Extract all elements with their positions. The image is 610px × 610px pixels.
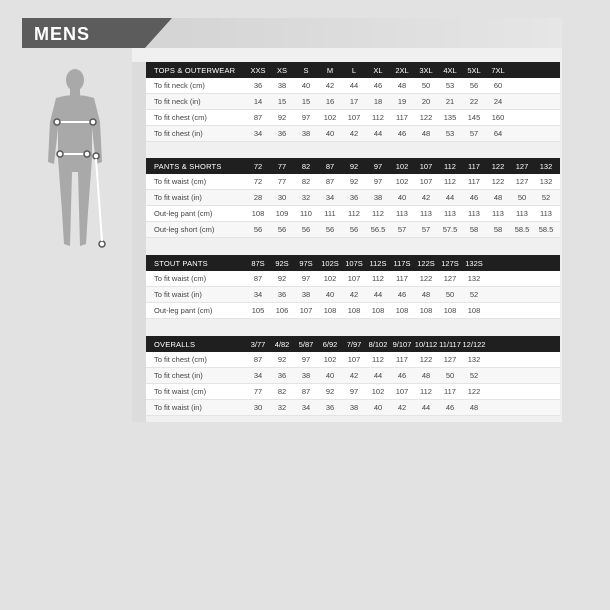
table-header-label: PANTS & SHORTS (154, 161, 222, 171)
value-cell: 48 (421, 129, 431, 138)
row-label: To fit waist (in) (154, 290, 202, 299)
value-cell: 102 (395, 177, 409, 186)
value-cell: 87 (253, 274, 263, 283)
value-cell: 38 (373, 193, 383, 202)
size-header-cell: 9/107 (392, 339, 412, 349)
value-cell: 113 (492, 209, 504, 218)
size-header-cell: 7/97 (346, 339, 362, 349)
value-cell: 56 (253, 225, 263, 234)
size-header-cell: S (303, 65, 309, 75)
value-cell: 107 (419, 177, 433, 186)
size-header-cell: 2XL (395, 65, 409, 75)
value-cell: 56 (301, 225, 311, 234)
value-cell: 64 (493, 129, 503, 138)
value-cell: 112 (372, 355, 384, 364)
value-cell: 108 (251, 209, 265, 218)
value-cell: 107 (347, 355, 361, 364)
size-header-cell: 112 (444, 161, 456, 171)
size-header-cell: 4/82 (274, 339, 290, 349)
size-header-cell: 12/122 (462, 339, 486, 349)
row-label: To fit waist (cm) (154, 274, 207, 283)
size-header-cell: 117S (393, 258, 411, 268)
value-cell: 34 (253, 129, 263, 138)
value-cell: 92 (277, 113, 287, 122)
size-header-cell: 127S (441, 258, 459, 268)
table-row (146, 400, 560, 416)
value-cell: 38 (301, 129, 311, 138)
size-header-cell: 127 (515, 161, 529, 171)
value-cell: 44 (349, 81, 359, 90)
value-cell: 108 (467, 306, 481, 315)
value-cell: 113 (516, 209, 528, 218)
value-cell: 44 (421, 403, 431, 412)
value-cell: 87 (301, 387, 311, 396)
value-cell: 17 (349, 97, 359, 106)
value-cell: 102 (323, 355, 337, 364)
value-cell: 53 (445, 81, 455, 90)
value-cell: 42 (397, 403, 407, 412)
size-header-cell: 122 (491, 161, 505, 171)
value-cell: 145 (467, 113, 481, 122)
value-cell: 36 (349, 193, 359, 202)
value-cell: 56 (349, 225, 359, 234)
value-cell: 60 (493, 81, 503, 90)
table-header-label: TOPS & OUTERWEAR (154, 65, 236, 75)
table-header-row (146, 62, 560, 78)
panel-divider (132, 62, 146, 422)
value-cell: 117 (396, 274, 408, 283)
size-header-cell: XL (373, 65, 383, 75)
value-cell: 132 (467, 355, 481, 364)
value-cell: 15 (277, 97, 287, 106)
value-cell: 97 (301, 274, 311, 283)
value-cell: 82 (277, 387, 287, 396)
size-header-cell: 3/77 (250, 339, 266, 349)
size-header-cell: 3XL (419, 65, 433, 75)
row-label: To fit neck (cm) (154, 81, 205, 90)
size-table (146, 62, 560, 142)
value-cell: 18 (373, 97, 383, 106)
value-cell: 44 (373, 371, 383, 380)
value-cell: 113 (540, 209, 552, 218)
value-cell: 40 (373, 403, 383, 412)
value-cell: 36 (253, 81, 263, 90)
value-cell: 92 (277, 274, 287, 283)
value-cell: 50 (517, 193, 527, 202)
value-cell: 38 (301, 371, 311, 380)
size-header-cell: 87S (251, 258, 265, 268)
table-header-row (146, 255, 560, 271)
value-cell: 92 (349, 177, 359, 186)
value-cell: 24 (493, 97, 503, 106)
value-cell: 46 (397, 290, 407, 299)
value-cell: 97 (301, 355, 311, 364)
value-cell: 122 (419, 274, 433, 283)
table-row (146, 222, 560, 238)
size-header-cell: 8/102 (368, 339, 388, 349)
value-cell: 122 (419, 355, 433, 364)
value-cell: 48 (397, 81, 407, 90)
row-label: To fit waist (cm) (154, 387, 207, 396)
table-row (146, 271, 560, 287)
value-cell: 40 (301, 81, 311, 90)
value-cell: 87 (325, 177, 335, 186)
value-cell: 108 (419, 306, 433, 315)
value-cell: 21 (445, 97, 455, 106)
value-cell: 112 (372, 209, 384, 218)
value-cell: 107 (299, 306, 313, 315)
value-cell: 77 (277, 177, 287, 186)
value-cell: 117 (444, 387, 456, 396)
value-cell: 40 (325, 129, 335, 138)
value-cell: 14 (253, 97, 263, 106)
value-cell: 20 (421, 97, 431, 106)
value-cell: 52 (541, 193, 551, 202)
size-header-cell: 72 (253, 161, 263, 171)
value-cell: 108 (443, 306, 457, 315)
size-header-cell: 10/112 (414, 339, 438, 349)
size-header-cell: 102S (321, 258, 339, 268)
value-cell: 108 (323, 306, 337, 315)
value-cell: 57 (469, 129, 479, 138)
value-cell: 36 (277, 129, 287, 138)
row-label: To fit neck (in) (154, 97, 201, 106)
row-label: To fit chest (cm) (154, 355, 207, 364)
row-label: To fit waist (in) (154, 193, 202, 202)
value-cell: 87 (253, 113, 263, 122)
table-row (146, 287, 560, 303)
value-cell: 105 (251, 306, 265, 315)
value-cell: 34 (325, 193, 335, 202)
value-cell: 32 (277, 403, 287, 412)
value-cell: 52 (469, 290, 479, 299)
value-cell: 107 (347, 113, 361, 122)
value-cell: 97 (349, 387, 359, 396)
value-cell: 44 (373, 129, 383, 138)
size-header-cell: 97S (299, 258, 313, 268)
table-row (146, 190, 560, 206)
size-header-cell: L (351, 65, 357, 75)
value-cell: 53 (445, 129, 455, 138)
value-cell: 42 (349, 371, 359, 380)
row-label: Out-leg pant (cm) (154, 209, 213, 218)
value-cell: 22 (469, 97, 479, 106)
value-cell: 87 (253, 355, 263, 364)
value-cell: 19 (397, 97, 407, 106)
value-cell: 97 (373, 177, 383, 186)
value-cell: 48 (469, 403, 479, 412)
value-cell: 82 (301, 177, 311, 186)
value-cell: 110 (300, 209, 312, 218)
value-cell: 77 (253, 387, 263, 396)
value-cell: 46 (445, 403, 455, 412)
value-cell: 117 (396, 113, 408, 122)
table-row (146, 368, 560, 384)
value-cell: 113 (420, 209, 432, 218)
size-header-cell: 92S (275, 258, 289, 268)
table-row (146, 94, 560, 110)
value-cell: 46 (397, 129, 407, 138)
value-cell: 48 (493, 193, 503, 202)
value-cell: 108 (347, 306, 361, 315)
value-cell: 132 (539, 177, 553, 186)
size-header-cell: XS (276, 65, 287, 75)
value-cell: 112 (372, 274, 384, 283)
value-cell: 113 (396, 209, 408, 218)
size-header-cell: 132S (465, 258, 483, 268)
table-header-row (146, 158, 560, 174)
value-cell: 30 (253, 403, 263, 412)
value-cell: 117 (396, 355, 408, 364)
value-cell: 42 (325, 81, 335, 90)
value-cell: 46 (373, 81, 383, 90)
size-header-cell: 132 (539, 161, 553, 171)
size-header-cell: 97 (373, 161, 383, 171)
size-header-cell: XXS (250, 65, 266, 75)
value-cell: 40 (325, 290, 335, 299)
size-header-cell: 102 (395, 161, 409, 171)
value-cell: 57 (421, 225, 431, 234)
value-cell: 122 (467, 387, 481, 396)
value-cell: 92 (325, 387, 335, 396)
value-cell: 40 (325, 371, 335, 380)
page-title: MENS (34, 24, 91, 44)
row-label: Out-leg pant (cm) (154, 306, 213, 315)
value-cell: 38 (277, 81, 287, 90)
value-cell: 48 (421, 371, 431, 380)
value-cell: 36 (325, 403, 335, 412)
value-cell: 16 (325, 97, 335, 106)
table-row (146, 110, 560, 126)
value-cell: 109 (275, 209, 289, 218)
row-label: To fit chest (in) (154, 371, 203, 380)
value-cell: 107 (395, 387, 409, 396)
value-cell: 46 (469, 193, 479, 202)
value-cell: 40 (397, 193, 407, 202)
size-table (146, 255, 560, 319)
value-cell: 42 (421, 193, 431, 202)
size-header-cell: 11/117 (439, 339, 461, 349)
table-row (146, 303, 560, 319)
value-cell: 111 (324, 209, 336, 218)
value-cell: 127 (515, 177, 529, 186)
value-cell: 112 (444, 177, 456, 186)
value-cell: 34 (253, 371, 263, 380)
size-header-cell: 122S (417, 258, 435, 268)
value-cell: 50 (421, 81, 431, 90)
value-cell: 127 (443, 274, 457, 283)
value-cell: 102 (371, 387, 385, 396)
table-header-row (146, 336, 560, 352)
value-cell: 44 (445, 193, 455, 202)
value-cell: 56.5 (370, 225, 386, 234)
value-cell: 46 (397, 371, 407, 380)
value-cell: 30 (277, 193, 287, 202)
table-row (146, 384, 560, 400)
size-table (146, 336, 560, 416)
size-header-cell: 7XL (491, 65, 505, 75)
row-label: Out-leg short (cm) (154, 225, 215, 234)
value-cell: 113 (444, 209, 456, 218)
value-cell: 72 (253, 177, 263, 186)
value-cell: 102 (323, 274, 337, 283)
value-cell: 34 (301, 403, 311, 412)
value-cell: 38 (349, 403, 359, 412)
value-cell: 106 (275, 306, 289, 315)
value-cell: 57.5 (442, 225, 458, 234)
size-header-cell: 112S (369, 258, 387, 268)
value-cell: 102 (323, 113, 337, 122)
size-header-cell: 87 (325, 161, 335, 171)
value-cell: 48 (421, 290, 431, 299)
value-cell: 58.5 (538, 225, 554, 234)
value-cell: 107 (347, 274, 361, 283)
size-header-cell: 6/92 (322, 339, 338, 349)
value-cell: 15 (301, 97, 311, 106)
table-row (146, 126, 560, 142)
value-cell: 113 (468, 209, 480, 218)
size-header-cell: M (326, 65, 334, 75)
value-cell: 108 (371, 306, 385, 315)
value-cell: 42 (349, 129, 359, 138)
size-header-cell: 82 (301, 161, 311, 171)
value-cell: 127 (443, 355, 457, 364)
value-cell: 50 (445, 290, 455, 299)
value-cell: 117 (468, 177, 480, 186)
size-header-cell: 5/87 (298, 339, 314, 349)
value-cell: 112 (420, 387, 432, 396)
value-cell: 135 (443, 113, 457, 122)
value-cell: 108 (395, 306, 409, 315)
size-header-cell: 117 (468, 161, 480, 171)
size-header-cell: 77 (277, 161, 287, 171)
value-cell: 97 (301, 113, 311, 122)
value-cell: 92 (277, 355, 287, 364)
size-header-cell: 92 (349, 161, 359, 171)
row-label: To fit waist (in) (154, 403, 202, 412)
value-cell: 122 (491, 177, 505, 186)
value-cell: 36 (277, 371, 287, 380)
value-cell: 28 (253, 193, 263, 202)
value-cell: 50 (445, 371, 455, 380)
value-cell: 56 (277, 225, 287, 234)
value-cell: 160 (491, 113, 505, 122)
table-header-label: OVERALLS (154, 339, 196, 349)
value-cell: 112 (372, 113, 384, 122)
row-label: To fit waist (cm) (154, 177, 207, 186)
size-header-cell: 107S (345, 258, 363, 268)
value-cell: 56 (325, 225, 335, 234)
row-label: To fit chest (in) (154, 129, 203, 138)
value-cell: 38 (301, 290, 311, 299)
value-cell: 42 (349, 290, 359, 299)
size-header-cell: 107 (419, 161, 433, 171)
table-row (146, 352, 560, 368)
value-cell: 58 (493, 225, 503, 234)
value-cell: 58.5 (514, 225, 530, 234)
table-header-label: STOUT PANTS (154, 258, 208, 268)
size-header-cell: 4XL (443, 65, 457, 75)
value-cell: 32 (301, 193, 311, 202)
value-cell: 57 (397, 225, 407, 234)
value-cell: 34 (253, 290, 263, 299)
row-label: To fit chest (cm) (154, 113, 207, 122)
size-header-cell: 5XL (467, 65, 481, 75)
value-cell: 132 (467, 274, 481, 283)
value-cell: 56 (469, 81, 479, 90)
table-row (146, 206, 560, 222)
table-row (146, 78, 560, 94)
value-cell: 52 (469, 371, 479, 380)
value-cell: 44 (373, 290, 383, 299)
table-row (146, 174, 560, 190)
value-cell: 36 (277, 290, 287, 299)
value-cell: 58 (469, 225, 479, 234)
body-measurement-figure-icon (30, 62, 130, 262)
value-cell: 122 (419, 113, 433, 122)
size-table (146, 158, 560, 238)
value-cell: 112 (348, 209, 360, 218)
